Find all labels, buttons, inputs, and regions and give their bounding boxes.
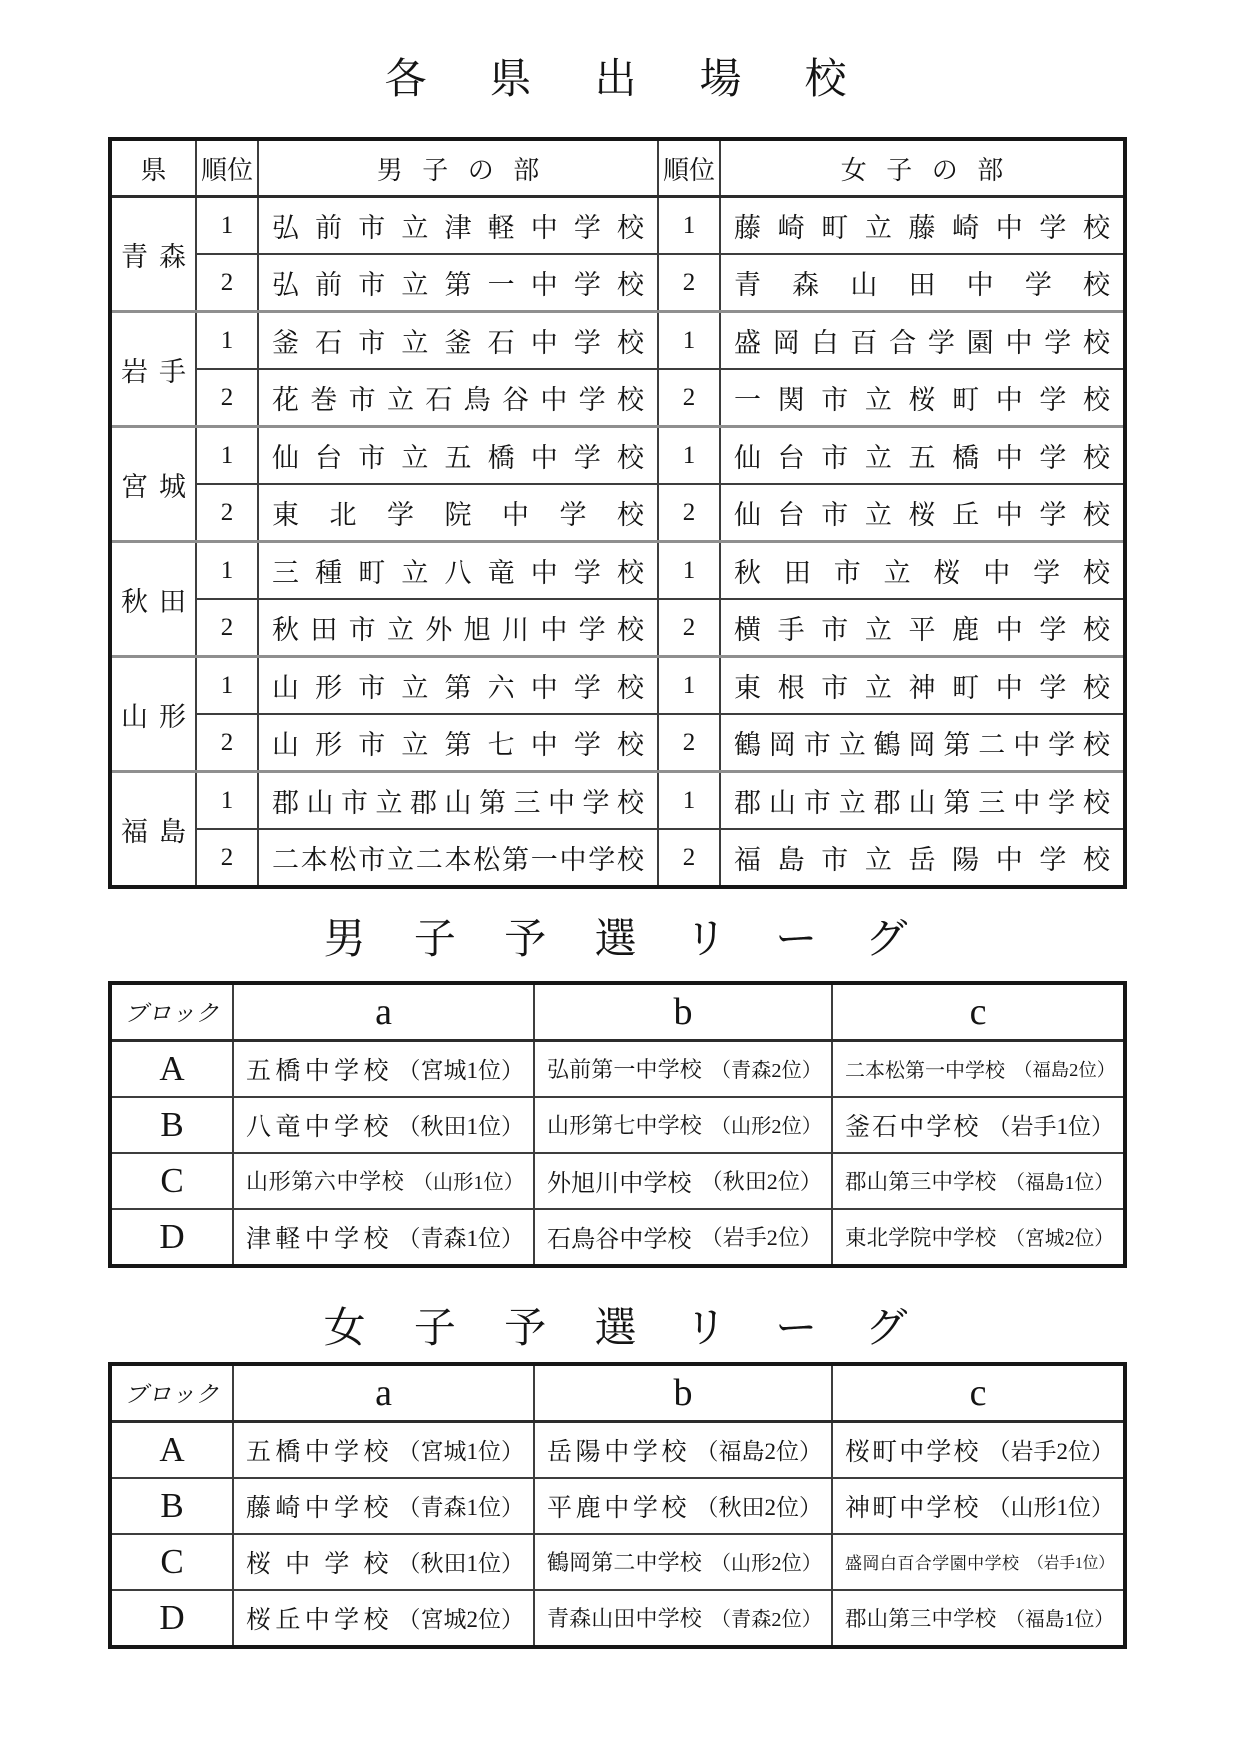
boys-school-name: 釜石市立釜石中学校 <box>272 328 644 359</box>
boys-school-name: 弘前市立第一中学校 <box>272 270 644 301</box>
league-header-row <box>110 983 1125 1041</box>
girls-school-name: 仙台市立桜丘中学校 <box>734 500 1110 531</box>
block-header: ブロック <box>110 1364 233 1422</box>
prefecture-cell <box>110 542 196 657</box>
rank-cell: 1 <box>196 772 258 830</box>
seed-label: （青森2位） <box>710 1609 822 1632</box>
table-row <box>110 829 1125 887</box>
table-row <box>110 599 1125 657</box>
seed-label: （宮城2位） <box>1005 1228 1114 1251</box>
rank-header-girls: 順位 <box>658 139 720 197</box>
table-row <box>110 254 1125 312</box>
boys-school-cell <box>258 427 658 485</box>
girls-school-name: 盛岡白百合学園中学校 <box>734 328 1110 359</box>
league-cell <box>832 1590 1125 1647</box>
rank-cell: 2 <box>658 599 720 657</box>
column-b-header: b <box>534 983 832 1041</box>
seed-label: （福島1位） <box>1005 1172 1114 1195</box>
prefecture-name: 福島 <box>121 816 186 847</box>
seed-label: （宮城1位） <box>397 1439 524 1465</box>
league-cell <box>233 1421 534 1478</box>
rank-cell: 1 <box>658 657 720 715</box>
seed-label: （宮城2位） <box>397 1607 524 1633</box>
rank-cell: 2 <box>196 714 258 772</box>
rank-cell: 1 <box>658 197 720 255</box>
league-cell <box>233 1040 534 1097</box>
league-cell <box>233 1478 534 1534</box>
school-name: 桜中学校 <box>246 1550 389 1578</box>
girls-school-name: 福島市立岳陽中学校 <box>734 845 1110 876</box>
league-cell <box>233 1209 534 1266</box>
boys-school-name: 二本松市立二本松第一中学校 <box>272 845 644 876</box>
rank-cell: 1 <box>658 772 720 830</box>
league-cell <box>534 1421 832 1478</box>
league-cell <box>233 1153 534 1209</box>
girls-school-name: 秋田市立桜中学校 <box>734 558 1110 589</box>
girls-school-cell <box>720 772 1125 830</box>
school-name: 桜丘中学校 <box>246 1606 389 1634</box>
school-name: 石鳥谷中学校 <box>547 1227 692 1254</box>
rank-cell: 1 <box>658 542 720 600</box>
seed-label: （宮城1位） <box>397 1058 524 1084</box>
school-name: 二本松第一中学校 <box>845 1060 1005 1083</box>
schools-table-header-row <box>110 139 1125 197</box>
league-cell <box>233 1097 534 1153</box>
school-name: 岳陽中学校 <box>547 1438 687 1466</box>
prefecture-cell <box>110 427 196 542</box>
rank-cell: 1 <box>658 312 720 370</box>
girls-school-name: 仙台市立五橋中学校 <box>734 443 1110 474</box>
rank-cell: 2 <box>196 484 258 542</box>
prefecture-name: 秋田 <box>121 586 186 617</box>
school-name: 津軽中学校 <box>246 1225 389 1253</box>
prefecture-cell <box>110 197 196 312</box>
seed-label: （岩手1位） <box>987 1114 1114 1140</box>
league-cell <box>832 1421 1125 1478</box>
boys-school-cell <box>258 772 658 830</box>
seed-label: （山形1位） <box>987 1495 1114 1521</box>
table-row <box>110 369 1125 427</box>
table-row <box>110 1478 1125 1534</box>
league-cell <box>534 1153 832 1209</box>
table-row <box>110 657 1125 715</box>
school-name: 五橋中学校 <box>246 1438 389 1466</box>
seed-label: （秋田1位） <box>397 1114 524 1140</box>
rank-cell: 2 <box>196 369 258 427</box>
girls-division-header: 女子の部 <box>720 139 1125 197</box>
block-cell: A <box>110 1421 233 1478</box>
school-name: 盛岡白百合学園中学校 <box>845 1554 1020 1574</box>
boys-school-name: 三種町立八竜中学校 <box>272 558 644 589</box>
school-name: 平鹿中学校 <box>547 1494 687 1522</box>
rank-cell: 1 <box>658 427 720 485</box>
table-row <box>110 427 1125 485</box>
girls-school-name: 藤崎町立藤崎中学校 <box>734 213 1110 244</box>
school-name: 青森山田中学校 <box>547 1606 702 1632</box>
girls-school-cell <box>720 542 1125 600</box>
seed-label: （青森1位） <box>397 1226 524 1252</box>
boys-school-name: 山形市立第六中学校 <box>272 673 644 704</box>
prefecture-name: 宮城 <box>121 471 186 502</box>
table-row <box>110 1040 1125 1097</box>
league-header-row <box>110 1364 1125 1422</box>
boys-school-cell <box>258 542 658 600</box>
boys-school-name: 山形市立第七中学校 <box>272 730 644 761</box>
rank-cell: 1 <box>196 542 258 600</box>
table-row <box>110 197 1125 255</box>
girls-school-name: 鶴岡市立鶴岡第二中学校 <box>734 730 1110 761</box>
block-cell: B <box>110 1478 233 1534</box>
seed-label: （青森2位） <box>710 1060 822 1083</box>
league-cell <box>233 1590 534 1647</box>
girls-school-cell <box>720 427 1125 485</box>
prefecture-cell <box>110 312 196 427</box>
rank-cell: 2 <box>658 254 720 312</box>
column-c-header: c <box>832 983 1125 1041</box>
document-page <box>108 0 1123 1649</box>
boys-school-cell <box>258 312 658 370</box>
seed-label: （岩手2位） <box>700 1225 822 1251</box>
league-cell <box>233 1534 534 1590</box>
girls-school-cell <box>720 484 1125 542</box>
league-cell <box>832 1534 1125 1590</box>
rank-cell: 2 <box>196 599 258 657</box>
prefecture-cell <box>110 657 196 772</box>
school-name: 郡山第三中学校 <box>845 1170 997 1195</box>
table-row <box>110 1590 1125 1647</box>
prefecture-name: 青森 <box>121 241 186 272</box>
school-name: 鶴岡第二中学校 <box>547 1550 702 1576</box>
page-title: 各県出場校 <box>384 57 910 103</box>
block-cell: A <box>110 1040 233 1097</box>
block-cell: B <box>110 1097 233 1153</box>
seed-label: （岩手2位） <box>987 1439 1114 1465</box>
boys-school-name: 郡山市立郡山第三中学校 <box>272 788 644 819</box>
school-name: 郡山第三中学校 <box>845 1607 997 1632</box>
boys-school-cell <box>258 369 658 427</box>
girls-school-name: 青森山田中学校 <box>734 270 1110 301</box>
column-a-header: a <box>233 1364 534 1422</box>
school-name: 外旭川中学校 <box>547 1171 692 1198</box>
rank-header-boys: 順位 <box>196 139 258 197</box>
boys-school-cell <box>258 484 658 542</box>
seed-label: （山形2位） <box>710 1553 822 1576</box>
seed-label: （山形1位） <box>412 1172 524 1195</box>
school-name: 弘前第一中学校 <box>547 1057 702 1083</box>
girls-school-cell <box>720 197 1125 255</box>
column-b-header: b <box>534 1364 832 1422</box>
boys-school-cell <box>258 599 658 657</box>
rank-cell: 1 <box>196 427 258 485</box>
table-row <box>110 1421 1125 1478</box>
column-c-header: c <box>832 1364 1125 1422</box>
league-cell <box>534 1209 832 1266</box>
league-cell <box>534 1040 832 1097</box>
block-cell: C <box>110 1534 233 1590</box>
seed-label: （青森1位） <box>397 1495 524 1521</box>
school-name: 山形第七中学校 <box>547 1113 702 1139</box>
prefecture-name: 岩手 <box>121 356 186 387</box>
rank-cell: 2 <box>196 254 258 312</box>
rank-cell: 2 <box>658 484 720 542</box>
league-cell <box>534 1534 832 1590</box>
boys-school-name: 東北学院中学校 <box>272 500 644 531</box>
girls-school-name: 横手市立平鹿中学校 <box>734 615 1110 646</box>
school-name: 藤崎中学校 <box>246 1494 389 1522</box>
girls-school-cell <box>720 599 1125 657</box>
block-cell: C <box>110 1153 233 1209</box>
rank-cell: 1 <box>196 312 258 370</box>
table-row <box>110 1534 1125 1590</box>
table-row <box>110 1153 1125 1209</box>
table-row <box>110 312 1125 370</box>
boys-division-header: 男子の部 <box>258 139 658 197</box>
girls-school-cell <box>720 829 1125 887</box>
girls-school-cell <box>720 312 1125 370</box>
table-row <box>110 484 1125 542</box>
girls-school-cell <box>720 369 1125 427</box>
girls-school-cell <box>720 254 1125 312</box>
seed-label: （秋田2位） <box>695 1495 822 1521</box>
girls-school-name: 郡山市立郡山第三中学校 <box>734 788 1110 819</box>
table-row <box>110 1097 1125 1153</box>
rank-cell: 2 <box>658 714 720 772</box>
school-name: 八竜中学校 <box>246 1113 389 1141</box>
boys-league-title: 男子予選リーグ <box>323 917 956 964</box>
school-name: 山形第六中学校 <box>246 1169 404 1195</box>
boys-school-cell <box>258 254 658 312</box>
rank-cell: 2 <box>658 829 720 887</box>
boys-school-name: 花巻市立石鳥谷中学校 <box>272 385 644 416</box>
table-row <box>110 714 1125 772</box>
boys-school-cell <box>258 829 658 887</box>
boys-school-cell <box>258 657 658 715</box>
schools-table <box>108 137 1127 889</box>
seed-label: （山形2位） <box>710 1116 822 1139</box>
seed-label: （福島2位） <box>695 1439 822 1465</box>
seed-label: （福島2位） <box>1014 1059 1116 1080</box>
prefecture-header: 県 <box>110 139 196 197</box>
league-cell <box>534 1097 832 1153</box>
school-name: 五橋中学校 <box>246 1057 389 1085</box>
girls-school-cell <box>720 657 1125 715</box>
seed-label: （岩手1位） <box>1028 1554 1114 1572</box>
boys-school-cell <box>258 197 658 255</box>
girls-league-title: 女子予選リーグ <box>323 1305 956 1352</box>
seed-label: （秋田2位） <box>700 1169 822 1195</box>
block-header: ブロック <box>110 983 233 1041</box>
rank-cell: 1 <box>196 197 258 255</box>
league-cell <box>832 1097 1125 1153</box>
block-cell: D <box>110 1590 233 1647</box>
block-cell: D <box>110 1209 233 1266</box>
school-name: 東北学院中学校 <box>845 1226 997 1251</box>
rank-cell: 2 <box>196 829 258 887</box>
league-cell <box>832 1040 1125 1097</box>
rank-cell: 1 <box>196 657 258 715</box>
girls-school-name: 一関市立桜町中学校 <box>734 385 1110 416</box>
boys-school-cell <box>258 714 658 772</box>
seed-label: （秋田1位） <box>397 1551 524 1577</box>
girls-school-name: 東根市立神町中学校 <box>734 673 1110 704</box>
table-row <box>110 542 1125 600</box>
league-cell <box>832 1153 1125 1209</box>
column-a-header: a <box>233 983 534 1041</box>
prefecture-cell <box>110 772 196 888</box>
league-cell <box>534 1590 832 1647</box>
school-name: 釜石中学校 <box>845 1113 979 1141</box>
seed-label: （福島1位） <box>1005 1609 1114 1632</box>
rank-cell: 2 <box>658 369 720 427</box>
school-name: 桜町中学校 <box>845 1438 979 1466</box>
boys-school-name: 秋田市立外旭川中学校 <box>272 615 644 646</box>
boys-school-name: 弘前市立津軽中学校 <box>272 213 644 244</box>
table-row <box>110 772 1125 830</box>
school-name: 神町中学校 <box>845 1494 979 1522</box>
league-cell <box>832 1478 1125 1534</box>
girls-league-table <box>108 1362 1127 1649</box>
boys-school-name: 仙台市立五橋中学校 <box>272 443 644 474</box>
league-cell <box>832 1209 1125 1266</box>
table-row <box>110 1209 1125 1266</box>
boys-league-table <box>108 981 1127 1268</box>
prefecture-name: 山形 <box>121 701 186 732</box>
league-cell <box>534 1478 832 1534</box>
girls-school-cell <box>720 714 1125 772</box>
